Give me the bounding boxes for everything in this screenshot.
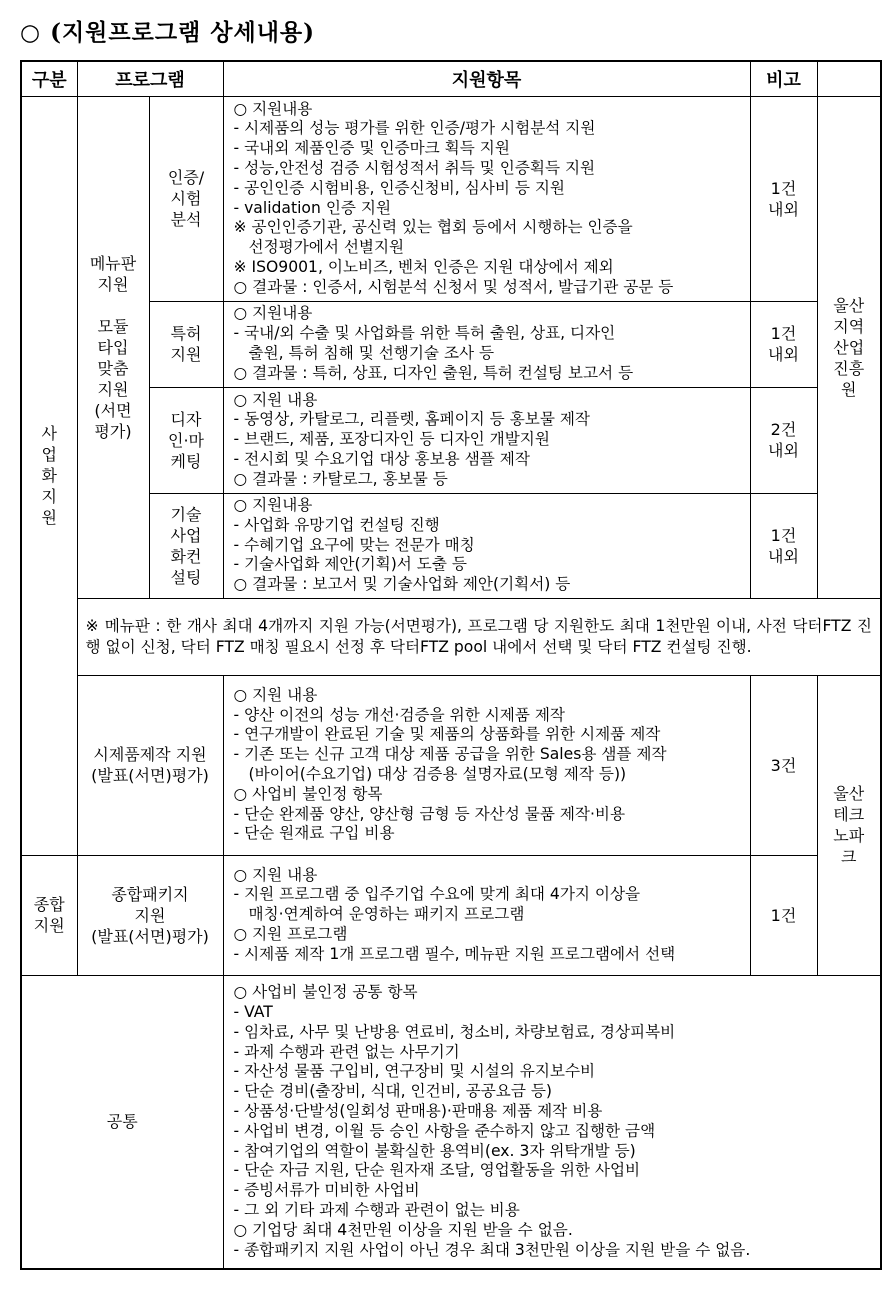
header-support-items: 지원항목 (223, 61, 750, 96)
text-line: - 증빙서류가 미비한 사업비 (233, 1181, 420, 1200)
text-line: 원 (41, 508, 57, 527)
text-line: ○ 지원 내용 (233, 865, 318, 884)
text-line: 매칭·연계하여 운영하는 패키지 프로그램 (248, 905, 525, 924)
items-patent (223, 301, 750, 387)
text-line: 1건 (770, 525, 797, 545)
text-line: - 전시회 및 수요기업 대상 홍보용 샘플 제작 (233, 449, 530, 468)
program-name-consulting (149, 493, 223, 598)
text-line: ○ 지원 프로그램 (233, 924, 348, 943)
text-line: ○ 결과물 : 카탈로그, 홍보물 등 (233, 469, 448, 488)
text-line: ○ 지원 내용 (233, 685, 318, 704)
text-line: 종합 (33, 895, 65, 914)
category-package (21, 855, 77, 975)
text-line: ○ 지원내용 (233, 99, 313, 118)
text-line: ○ 결과물 : 특허, 상표, 디자인 출원, 특허 컨설팅 보고서 등 (233, 363, 634, 382)
text-line: 내외 (768, 199, 799, 219)
items-certification (223, 96, 750, 301)
menu-group-label (77, 96, 149, 598)
text-line: 출원, 특허 침해 및 선행기술 조사 등 (248, 344, 495, 362)
remark-prototype: 3건 (750, 675, 817, 855)
text-line: 시험 (170, 189, 202, 208)
text-line: 사 (41, 424, 57, 443)
text-line: - 단순 완제품 양산, 양산형 금형 등 자산성 물품 제작·비용 (233, 804, 626, 823)
text-line: 인·마 (168, 430, 204, 450)
text-line: ○ 기업당 최대 4천만원 이상을 지원 받을 수 없음. (233, 1220, 573, 1239)
text-line: 울산 (833, 295, 865, 315)
text-line: 산업 (833, 337, 865, 357)
text-line: 종합패키지 (111, 884, 189, 904)
text-line: - 사업화 유망기업 컨설팅 진행 (233, 515, 440, 534)
text-line: ○ 지원내용 (233, 304, 313, 323)
text-line: 화컨 (170, 546, 202, 566)
text-line: - 기술사업화 제안(기획)서 도출 등 (233, 555, 467, 574)
items-package (223, 855, 750, 975)
text-line: - 단순 경비(출장비, 식대, 인건비, 공공요금 등) (233, 1082, 552, 1101)
text-line: ○ 결과물 : 인증서, 시험분석 신청서 및 성적서, 발급기관 공문 등 (233, 277, 674, 296)
text-line: 업 (41, 445, 57, 464)
text-line: 지역 (833, 316, 865, 336)
items-common (223, 975, 881, 1269)
text-line: - 국내/외 수출 및 사업화를 위한 특허 출원, 상표, 디자인 (233, 324, 616, 343)
text-line: - 그 외 기타 과제 수행과 관련이 없는 비용 (233, 1200, 520, 1219)
remark-design (750, 387, 817, 493)
text-line: - 기존 또는 신규 고객 대상 제품 공급을 위한 Sales용 샘플 제작 (233, 745, 667, 764)
items-design (223, 387, 750, 493)
text-line: - 양산 이전의 성능 개선·검증을 위한 시제품 제작 (233, 705, 565, 724)
text-line: 원 (841, 379, 857, 399)
menu-note: ※ 메뉴판 : 한 개사 최대 4개까지 지원 가능(서면평가), 프로그램 당 지원한도 최대 1천만원 이내, 사전 닥터FTZ 진행 없이 신청, 닥터 FTZ 매칭 필요시 선정 후 닥터FTZ pool 내에서 선택 및 닥터 FTZ 컨설팅 진행. (77, 598, 881, 675)
text-line: - 참여기업의 역할이 불확실한 용역비(ex. 3자 위탁개발 등) (233, 1141, 636, 1160)
text-line: 울산 (833, 784, 865, 803)
text-line: 내외 (768, 441, 799, 460)
text-line: 사업 (170, 525, 202, 545)
text-line: 인증/ (167, 168, 205, 187)
text-line: - 국내외 제품인증 및 인증마크 획득 지원 (233, 139, 510, 158)
header-category: 구분 (21, 61, 77, 96)
text-line: 지원 (33, 916, 65, 935)
text-line: 내외 (768, 345, 799, 364)
text-line: 지 (41, 487, 57, 506)
text-line: - 공인인증 시험비용, 인증신청비, 심사비 등 지원 (233, 178, 565, 197)
text-line: (바이어(수요기업) 대상 검증용 설명자료(모형 제작 등)) (248, 765, 627, 783)
text-line: 노파 (833, 826, 865, 845)
remark-consulting (750, 493, 817, 598)
text-line: - 시제품 제작 1개 프로그램 필수, 메뉴판 지원 프로그램에서 선택 (233, 944, 676, 963)
text-line: - 지원 프로그램 중 입주기업 수요에 맞게 최대 4가지 이상을 (233, 885, 641, 904)
text-line: ○ 사업비 불인정 항목 (233, 784, 383, 803)
program-name-common: 공통 (21, 975, 223, 1269)
text-line: ※ 공인인증기관, 공신력 있는 협회 등에서 시행하는 인증을 (233, 218, 633, 237)
page-title: ○ (지원프로그램 상세내용) (20, 19, 316, 46)
text-line: 크 (841, 847, 857, 866)
text-line: - 연구개발이 완료된 기술 및 제품의 상품화를 위한 시제품 제작 (233, 725, 661, 744)
text-line: 특허 (170, 324, 202, 343)
text-line (78, 295, 149, 316)
org-ulsan-technopark (817, 675, 881, 975)
program-name-design (149, 387, 223, 493)
text-line: - 사업비 변경, 이월 등 승인 사항을 준수하지 않고 집행한 금액 (233, 1121, 656, 1140)
text-line: 평가) (94, 421, 132, 441)
text-line: 맞춤 (97, 358, 129, 378)
text-line: 케팅 (170, 451, 202, 471)
remark-patent (750, 301, 817, 387)
text-line: (발표(서면)평가) (91, 766, 209, 785)
items-prototype (223, 675, 750, 855)
program-name-patent (149, 301, 223, 387)
text-line: 선정평가에서 선별지원 (248, 238, 405, 257)
text-line: - 상품성·단발성(일회성 판매용)·판매용 제품 제작 비용 (233, 1101, 603, 1120)
text-line: ○ 사업비 불인정 공통 항목 (233, 983, 418, 1002)
category-commercialization (21, 96, 77, 855)
text-line: - 브랜드, 제품, 포장디자인 등 디자인 개발지원 (233, 430, 550, 449)
text-line: - 자산성 물품 구입비, 연구장비 및 시설의 유지보수비 (233, 1062, 596, 1081)
text-line: (서면 (94, 400, 132, 420)
text-line: (발표(서면)평가) (91, 926, 209, 946)
text-line: 화 (41, 466, 57, 485)
text-line: - 종합패키지 지원 사업이 아닌 경우 최대 3천만원 이상을 지원 받을 수 없음. (233, 1240, 751, 1259)
remark-package: 1건 (750, 855, 817, 975)
program-name-prototype (77, 675, 223, 855)
text-line: 1건 (770, 324, 797, 343)
text-line: 지원 (97, 379, 129, 399)
org-ulsan-industry (817, 96, 881, 598)
items-consulting (223, 493, 750, 598)
text-line: - VAT (233, 1002, 273, 1021)
text-line: 시제품제작 지원 (93, 745, 207, 764)
text-line: 지원 (170, 345, 202, 364)
text-line: 디자 (170, 409, 202, 429)
text-line: - 동영상, 카탈로그, 리플렛, 홈페이지 등 홍보물 제작 (233, 410, 590, 429)
text-line: 타입 (97, 337, 129, 357)
text-line: 지원 (134, 905, 166, 925)
text-line: - validation 인증 지원 (233, 198, 392, 217)
text-line: 기술 (170, 504, 202, 524)
text-line: 메뉴판 (89, 253, 137, 273)
text-line: 모듈 (97, 316, 129, 336)
text-line: 지원 (97, 274, 129, 294)
header-org (817, 61, 881, 96)
header-remark: 비고 (750, 61, 817, 96)
program-name-certification (149, 96, 223, 301)
text-line: - 수혜기업 요구에 맞는 전문가 매칭 (233, 535, 475, 554)
text-line: - 과제 수행과 관련 없는 사무기기 (233, 1042, 460, 1061)
text-line: ○ 지원내용 (233, 496, 313, 514)
text-line: ○ 지원 내용 (233, 390, 318, 409)
text-line: 내외 (768, 546, 799, 566)
header-program: 프로그램 (77, 61, 223, 96)
remark-certification (750, 96, 817, 301)
text-line: ※ ISO9001, 이노비즈, 벤처 인증은 지원 대상에서 제외 (233, 257, 614, 276)
text-line: 테크 (833, 805, 865, 824)
text-line: 분석 (170, 210, 202, 229)
text-line: 설팅 (170, 567, 202, 587)
support-program-table (20, 60, 882, 1270)
text-line: 2건 (770, 420, 797, 439)
text-line: - 단순 자금 지원, 단순 원자재 조달, 영업활동을 위한 사업비 (233, 1161, 641, 1180)
text-line: - 성능,안전성 검증 시험성적서 취득 및 인증획득 지원 (233, 158, 596, 177)
program-name-package (77, 855, 223, 975)
text-line: 진흥 (833, 358, 865, 378)
text-line: - 시제품의 성능 평가를 위한 인증/평가 시험분석 지원 (233, 119, 596, 138)
text-line: - 단순 원재료 구입 비용 (233, 824, 395, 843)
text-line: ○ 결과물 : 보고서 및 기술사업화 제안(기획서) 등 (233, 575, 571, 594)
text-line: 1건 (770, 178, 797, 198)
text-line: - 임차료, 사무 및 난방용 연료비, 청소비, 차량보험료, 경상피복비 (233, 1022, 676, 1041)
